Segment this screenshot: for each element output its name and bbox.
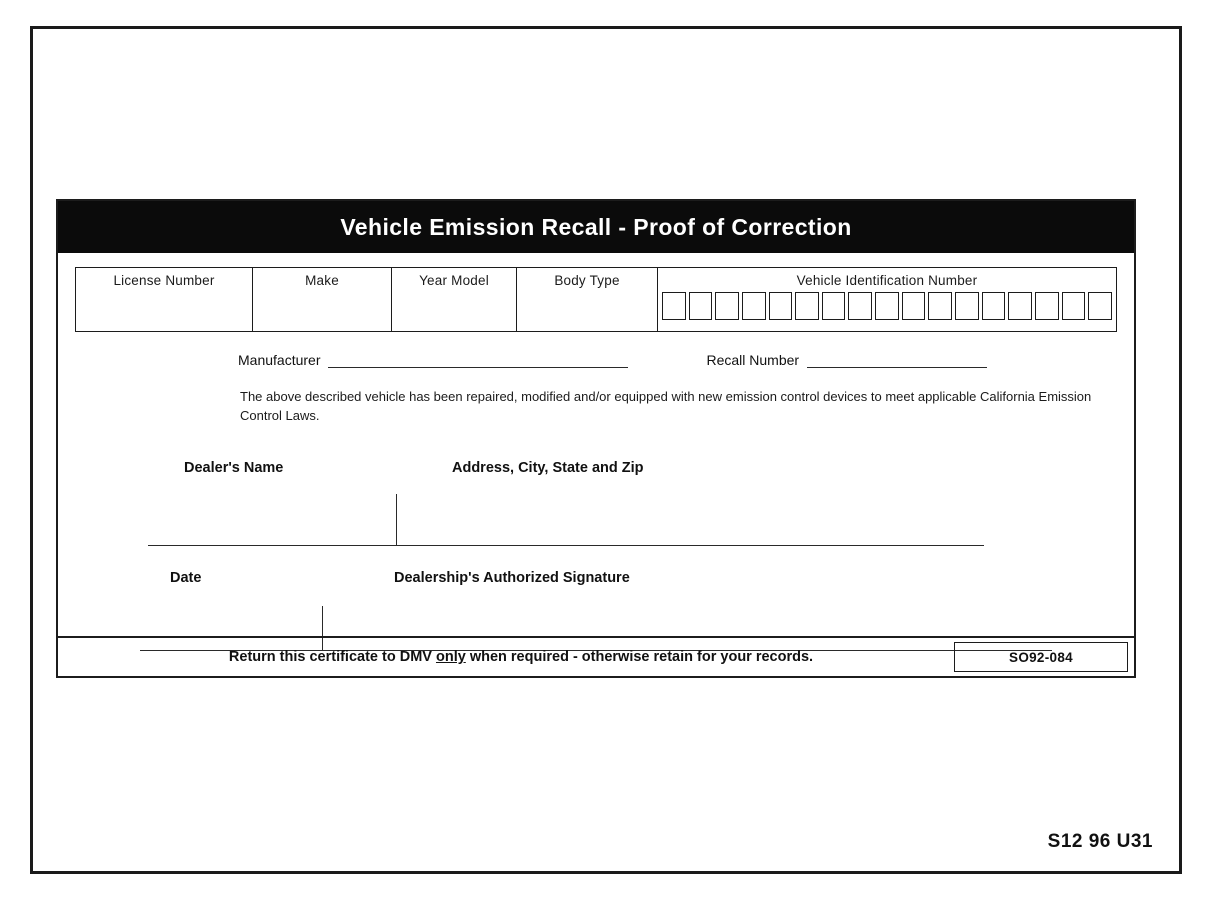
signature-label: Dealership's Authorized Signature	[394, 569, 630, 586]
date-label: Date	[170, 569, 202, 586]
address-label: Address, City, State and Zip	[452, 459, 644, 476]
license-number-label: License Number	[113, 273, 215, 288]
form-code-badge: SO92-084	[954, 642, 1128, 672]
year-model-label: Year Model	[419, 273, 489, 288]
footer-note	[58, 649, 954, 665]
vin-box[interactable]	[795, 292, 819, 320]
vin-box[interactable]	[1062, 292, 1086, 320]
vin-box[interactable]	[662, 292, 686, 320]
footer-note-underlined: only	[435, 649, 466, 665]
vin-box[interactable]	[769, 292, 793, 320]
signature-labels-row	[58, 570, 1134, 602]
vin-box[interactable]	[742, 292, 766, 320]
form-footer	[58, 636, 1134, 676]
vin-box[interactable]	[982, 292, 1006, 320]
emission-recall-form	[56, 199, 1136, 678]
vin-box[interactable]	[715, 292, 739, 320]
body-type-cell[interactable]	[517, 268, 658, 332]
vin-box[interactable]	[902, 292, 926, 320]
manufacturer-input[interactable]	[328, 353, 628, 368]
vin-box[interactable]	[689, 292, 713, 320]
make-label: Make	[305, 273, 339, 288]
vin-box[interactable]	[822, 292, 846, 320]
form-title-bar	[58, 201, 1134, 253]
recall-number-label: Recall Number	[706, 352, 800, 368]
vehicle-info-table-wrapper	[58, 253, 1134, 332]
vin-box[interactable]	[955, 292, 979, 320]
dealer-field-divider	[396, 494, 397, 546]
vin-box[interactable]	[875, 292, 899, 320]
footer-note-before: Return this certificate to DMV	[228, 649, 436, 665]
page-code: S12 96 U31	[1047, 831, 1153, 852]
form-title: Vehicle Emission Recall - Proof of Correction	[340, 213, 852, 240]
vin-box[interactable]	[848, 292, 872, 320]
dealer-name-label: Dealer's Name	[184, 459, 284, 476]
recall-number-input[interactable]	[807, 353, 987, 368]
dealer-name-address-input[interactable]	[148, 545, 984, 546]
vin-box[interactable]	[1035, 292, 1059, 320]
table-row	[76, 268, 1117, 332]
vin-box[interactable]	[1008, 292, 1032, 320]
make-cell[interactable]	[253, 268, 392, 332]
vin-box[interactable]	[928, 292, 952, 320]
dealer-entry-area	[58, 494, 1134, 556]
dealer-labels-row	[58, 460, 1134, 494]
footer-note-after: when required - otherwise retain for your records.	[465, 649, 814, 665]
year-model-cell[interactable]	[392, 268, 517, 332]
vehicle-info-table	[75, 267, 1117, 332]
body-type-label: Body Type	[554, 273, 620, 288]
license-number-cell[interactable]	[76, 268, 253, 332]
vin-box[interactable]	[1088, 292, 1112, 320]
statement-text: The above described vehicle has been repaired, modified and/or equipped with new emission control devices to meet applicable California Emission Control Laws.	[240, 389, 1092, 423]
manufacturer-recall-row	[58, 332, 1134, 368]
manufacturer-label: Manufacturer	[238, 352, 321, 368]
vin-label: Vehicle Identification Number	[796, 273, 978, 288]
vin-box-group	[662, 292, 1112, 320]
document-page	[30, 26, 1182, 874]
vin-cell[interactable]	[658, 268, 1117, 332]
